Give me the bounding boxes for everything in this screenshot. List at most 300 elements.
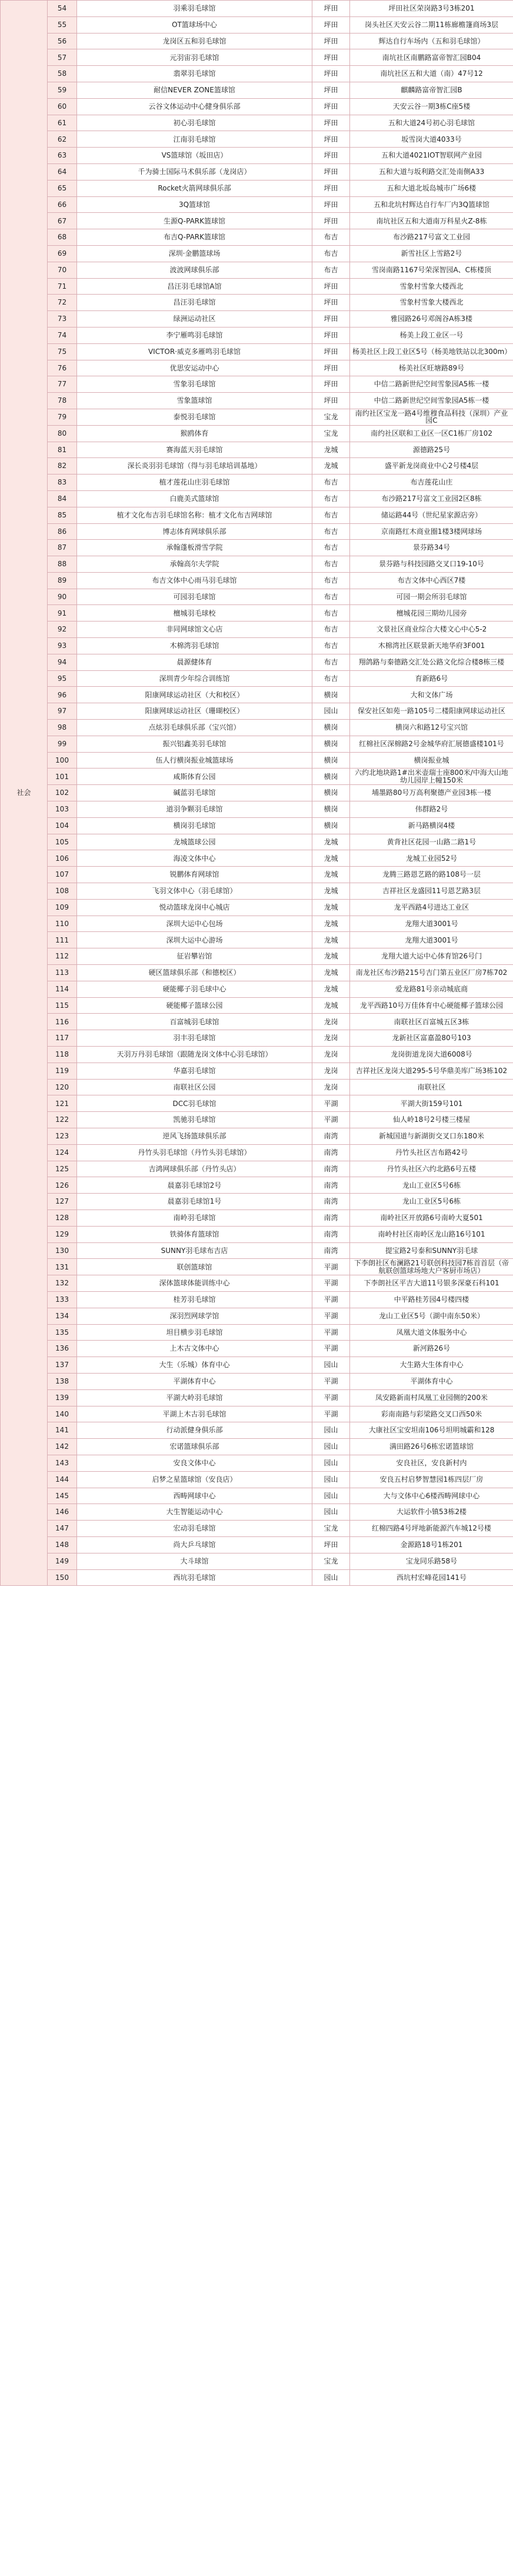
venue-name: 悦动篮球龙岗中心城店 [77,899,312,916]
table-row [1,1210,513,1226]
venue-address: 新城国道与新湖街交叉口东180米 [350,1128,513,1144]
venue-address: 南岭村社区南岭区龙山路16号101 [350,1226,513,1242]
venue-name: 云谷文体运动中心健身俱乐部 [77,98,312,115]
venue-area: 园山 [312,1471,350,1488]
venue-area: 龙城 [312,883,350,900]
venue-address: 景芬路与科技园路交叉口19-10号 [350,556,513,573]
venue-address: 杨美社区上段工业区5号（杨美地铁站以北300m） [350,343,513,360]
table-row [1,229,513,246]
venue-name: 安良文体中心 [77,1455,312,1471]
venue-name: 深长炎羽羽毛球馆（得与羽毛球培训基地） [77,458,312,475]
row-number: 55 [48,16,77,33]
venue-area: 平湖 [312,1389,350,1406]
venue-name: 锐鹏体育网球馆 [77,867,312,883]
table-row [1,1291,513,1308]
table-row [1,1194,513,1210]
venue-name: 可园羽毛球馆 [77,589,312,605]
venue-address: 保安社区如苑一路105号二楼阳康网球运动社区 [350,703,513,720]
venue-address: 龙翔大道3001号 [350,916,513,932]
venue-address: 凤安路新南村凤凰工业园侧的200米 [350,1389,513,1406]
table-row [1,360,513,376]
venue-address: 大和文体广场 [350,687,513,703]
table-row [1,180,513,196]
venue-area: 平湖 [312,1341,350,1357]
venue-area: 横岗 [312,769,350,785]
venue-address: 仙人岭18号2号楼三楼屋 [350,1112,513,1128]
venue-address: 新马路横岗4楼 [350,817,513,834]
venue-area: 园山 [312,1357,350,1374]
table-row [1,1406,513,1422]
venue-address: 五和大道与坂利路交汇处南侧A33 [350,163,513,180]
table-row [1,1553,513,1569]
table-row [1,98,513,115]
venue-area: 宝龙 [312,1521,350,1537]
row-number: 86 [48,523,77,540]
venue-address: 杨美上段工业区一号 [350,327,513,343]
table-row [1,490,513,507]
venue-address: 布沙路217号富文工业园 [350,229,513,246]
row-number: 91 [48,605,77,622]
venue-area: 园山 [312,1504,350,1521]
table-row [1,1373,513,1389]
venue-name: 羽丰羽毛球馆 [77,1030,312,1047]
table-row [1,1488,513,1504]
venue-area: 园山 [312,1422,350,1439]
venue-area: 龙城 [312,442,350,458]
table-row [1,1504,513,1521]
venue-address: 麒麟路富帝智汇园B [350,82,513,98]
row-number: 138 [48,1373,77,1389]
venue-name: 百富城羽毛球馆 [77,1014,312,1030]
venue-area: 布吉 [312,654,350,670]
table-row [1,1242,513,1259]
row-number: 92 [48,622,77,638]
row-number: 135 [48,1324,77,1341]
venue-area: 龙岗 [312,1047,350,1063]
venue-area: 坪田 [312,343,350,360]
row-number: 127 [48,1194,77,1210]
venue-address: 吉祥社区龙岗大道295-5号华鼎美库广场3栋102 [350,1063,513,1079]
venue-area: 布吉 [312,523,350,540]
venue-address: 横岗振业城 [350,752,513,769]
table-row [1,899,513,916]
venue-address: 布沙路217号富文工业园2区8栋 [350,490,513,507]
venue-area: 布吉 [312,638,350,654]
venue-name: 吉鸿网球俱乐部（丹竹头店） [77,1161,312,1177]
row-number: 71 [48,278,77,295]
row-number: 77 [48,376,77,393]
venue-address: 吉祥社区龙盛园11号恩艺路3层 [350,883,513,900]
row-number: 67 [48,213,77,229]
venue-name: 咸斯体育公园 [77,769,312,785]
venue-name: 天羽万丹羽毛球馆（跟随龙岗文体中心羽毛球馆） [77,1047,312,1063]
venue-area: 龙城 [312,932,350,948]
venue-area: 布吉 [312,490,350,507]
row-number: 85 [48,507,77,523]
table-row [1,262,513,278]
row-number: 114 [48,981,77,997]
row-number: 117 [48,1030,77,1047]
table-row [1,1144,513,1161]
venue-name: 宏动羽毛球馆 [77,1521,312,1537]
table-row [1,670,513,687]
venue-name: DCC羽毛球馆 [77,1095,312,1112]
table-row [1,425,513,442]
venue-area: 龙城 [312,867,350,883]
table-row [1,1521,513,1537]
venue-address: 南龙社区布沙路215号吉门第五业区厂房7栋702 [350,965,513,981]
table-row [1,442,513,458]
venue-name: VICTOR·威克多雁鸣羽毛球馆 [77,343,312,360]
venue-area: 平湖 [312,1112,350,1128]
venue-address: 南坑社区五和大道（南）47号12 [350,66,513,82]
venue-area: 平湖 [312,1406,350,1422]
row-number: 73 [48,311,77,328]
table-row [1,736,513,752]
row-number: 112 [48,948,77,965]
venue-name: 深体篮球体能训练中心 [77,1275,312,1292]
venue-name: VS篮球馆（坂田店） [77,148,312,164]
venue-address: 龙山工业区5号（湖中南东50米） [350,1308,513,1324]
venue-address: 中信二路新世纪空间雪象园A5栋一楼 [350,393,513,409]
row-number: 95 [48,670,77,687]
venue-address: 杨美社区旺塘路89号 [350,360,513,376]
venue-area: 布吉 [312,605,350,622]
venue-name: 檀城羽毛球校 [77,605,312,622]
row-number: 143 [48,1455,77,1471]
venue-address: 南岭社区开放路6号南岭大夏501 [350,1210,513,1226]
venue-area: 园山 [312,1569,350,1586]
venue-name: 南岭羽毛球馆 [77,1210,312,1226]
table-row [1,115,513,131]
venue-name: 耐信NEVER ZONE篮球馆 [77,82,312,98]
venue-area: 布吉 [312,475,350,491]
venue-address: 檀城花园三期幼儿园旁 [350,605,513,622]
venue-name: 千为骑士国际马术俱乐部（龙岗店） [77,163,312,180]
table-row [1,393,513,409]
venue-area: 横岗 [312,736,350,752]
row-number: 110 [48,916,77,932]
venue-area: 平湖 [312,1324,350,1341]
venue-address: 雪象村雪象大楼西北 [350,278,513,295]
row-number: 137 [48,1357,77,1374]
venue-name: SUNNY羽毛球布吉店 [77,1242,312,1259]
venue-name: 植才莲花山庄羽毛球馆 [77,475,312,491]
table-row [1,1536,513,1553]
venue-address: 黄背社区花园一山路二路1号 [350,834,513,850]
venue-address: 大运软件小镇53栋2楼 [350,1504,513,1521]
row-number: 131 [48,1259,77,1275]
venue-name: 翡翠羽毛球馆 [77,66,312,82]
venue-area: 南湾 [312,1226,350,1242]
row-number: 118 [48,1047,77,1063]
venue-name: 振兴铝鑫美羽毛球馆 [77,736,312,752]
table-row [1,1226,513,1242]
venue-name: 征岩攀岩馆 [77,948,312,965]
table-row [1,1030,513,1047]
venue-address: 雪岗南路1167号荣深智园A、C栋楼顶 [350,262,513,278]
venue-address: 龙平西路10号万佳体育中心硬能椰子篮球公园 [350,997,513,1014]
row-number: 63 [48,148,77,164]
row-number: 133 [48,1291,77,1308]
venue-area: 南湾 [312,1242,350,1259]
venue-address: 伟群路2号 [350,801,513,818]
venue-name: 平湖上木古羽毛球馆 [77,1406,312,1422]
venue-name: 西坑羽毛球馆 [77,1569,312,1586]
venue-area: 坪田 [312,1,350,17]
table-row [1,148,513,164]
table-row [1,654,513,670]
venue-address: 五和大道北坂岛城市广场6楼 [350,180,513,196]
venue-area: 横岗 [312,687,350,703]
venue-area: 布吉 [312,540,350,556]
venue-area: 横岗 [312,817,350,834]
row-number: 64 [48,163,77,180]
venue-area: 龙城 [312,948,350,965]
venue-address: 彩南南路与彩梁路交叉口西50米 [350,1406,513,1422]
venue-name: 深圳大运中心包场 [77,916,312,932]
venue-address: 六约北地块路1#出米壶瑞士座800米/中海大山地幼儿园岸上幢150米 [350,769,513,785]
venue-area: 坪田 [312,196,350,213]
venue-address: 凤凰大道文体服务中心 [350,1324,513,1341]
row-number: 88 [48,556,77,573]
venue-name: 波波网球俱乐部 [77,262,312,278]
table-row [1,82,513,98]
table-row [1,1324,513,1341]
row-number: 108 [48,883,77,900]
row-number: 149 [48,1553,77,1569]
table-row [1,997,513,1014]
venue-area: 南湾 [312,1128,350,1144]
venue-area: 南湾 [312,1177,350,1194]
row-number: 79 [48,409,77,425]
venue-name: 泰悦羽毛球馆 [77,409,312,425]
venue-address: 龙岗街道龙岗大道6008号 [350,1047,513,1063]
venue-address: 南约社区宝龙一路4号维穆食品科技（深圳）产业园C [350,409,513,425]
table-row [1,834,513,850]
venue-area: 横岗 [312,720,350,736]
venue-area: 平湖 [312,1291,350,1308]
table-row [1,376,513,393]
venue-area: 坪田 [312,82,350,98]
venue-area: 龙岗 [312,1030,350,1047]
row-number: 134 [48,1308,77,1324]
row-number: 120 [48,1079,77,1095]
row-number: 83 [48,475,77,491]
row-number: 57 [48,49,77,66]
row-number: 122 [48,1112,77,1128]
venue-name: 道羽争颗羽毛球馆 [77,801,312,818]
row-number: 99 [48,736,77,752]
row-number: 97 [48,703,77,720]
venue-area: 坪田 [312,115,350,131]
venue-address: 安良社区，安良新村内 [350,1455,513,1471]
venue-address: 龙腾三路恩艺路的路108号一层 [350,867,513,883]
table-row [1,507,513,523]
venue-area: 布吉 [312,245,350,262]
row-number: 81 [48,442,77,458]
venue-area: 横岗 [312,785,350,801]
venue-name: 晨源健体育 [77,654,312,670]
category-label: 社会 [16,788,31,797]
venue-address: 五和大道4021IOT智联网产业园 [350,148,513,164]
venue-area: 横岗 [312,752,350,769]
table-row [1,163,513,180]
venue-name: 点炫羽毛球俱乐部（宝兴馆） [77,720,312,736]
venue-address: 新雪社区上雪路2号 [350,245,513,262]
table-row [1,769,513,785]
venue-name: 铁骑体育篮球馆 [77,1226,312,1242]
venue-area: 坪田 [312,148,350,164]
row-number: 126 [48,1177,77,1194]
table-row [1,16,513,33]
row-number: 82 [48,458,77,475]
table-row [1,752,513,769]
venue-name: 坦目横步羽毛球馆 [77,1324,312,1341]
table-row [1,295,513,311]
venue-address: 下李朗社区平吉大道11号银多深豪石科101 [350,1275,513,1292]
venue-address: 盛平新龙岗商业中心2号楼4层 [350,458,513,475]
table-row [1,1455,513,1471]
venue-name: 硬能椰子羽毛球中心 [77,981,312,997]
table-row [1,1014,513,1030]
table-row [1,572,513,589]
table-row [1,475,513,491]
venue-name: 丹竹头羽毛球馆（丹竹头羽毛球馆） [77,1144,312,1161]
venue-area: 布吉 [312,572,350,589]
venue-area: 龙城 [312,834,350,850]
venue-area: 坪田 [312,376,350,393]
venue-name: 行动派健身俱乐部 [77,1422,312,1439]
venue-name: 初心羽毛球馆 [77,115,312,131]
row-number: 89 [48,572,77,589]
venue-address: 五和北坑村辉达自行车厂内3Q篮球馆 [350,196,513,213]
row-number: 78 [48,393,77,409]
venue-area: 龙城 [312,981,350,997]
venue-address: 大康社区宝安坦南106号坦明城霸和128 [350,1422,513,1439]
venue-table-body [1,1,513,1586]
venue-address: 雪象村雪象大楼西北 [350,295,513,311]
venue-area: 龙城 [312,916,350,932]
table-row [1,213,513,229]
table-row [1,965,513,981]
venue-address: 龙新社区富嘉盈80号103 [350,1030,513,1047]
venue-area: 平湖 [312,1259,350,1275]
venue-address: 景芬路34号 [350,540,513,556]
venue-name: 昌汪羽毛球馆 [77,295,312,311]
row-number: 60 [48,98,77,115]
venue-address: 中平路桂芳园4号楼四楼 [350,1291,513,1308]
venue-area: 布吉 [312,262,350,278]
row-number: 58 [48,66,77,82]
venue-address: 西坑村宏峰花园141号 [350,1569,513,1586]
venue-area: 园山 [312,1455,350,1471]
venue-name: 飞羽文体中心（羽毛球馆） [77,883,312,900]
table-row [1,556,513,573]
table-row [1,867,513,883]
table-row [1,1259,513,1275]
venue-area: 龙城 [312,458,350,475]
venue-area: 坪田 [312,163,350,180]
venue-area: 坪田 [312,311,350,328]
row-number: 147 [48,1521,77,1537]
table-row [1,1357,513,1374]
venue-name: 承翰高尔夫学院 [77,556,312,573]
row-number: 150 [48,1569,77,1586]
venue-area: 坪田 [312,33,350,49]
row-number: 76 [48,360,77,376]
table-row [1,1308,513,1324]
venue-address: 龙翔大道大运中心体育馆26号门 [350,948,513,965]
row-number: 123 [48,1128,77,1144]
venue-name: 大生智能运动中心 [77,1504,312,1521]
row-number: 116 [48,1014,77,1030]
table-row [1,605,513,622]
table-row [1,278,513,295]
table-row [1,1341,513,1357]
row-number: 75 [48,343,77,360]
venue-address: 布吉文体中心西区7楼 [350,572,513,589]
venue-name: 大生（乐城）体育中心 [77,1357,312,1374]
venue-name: 龙城篮球公园 [77,834,312,850]
venue-name: 西畴网球中心 [77,1488,312,1504]
table-row [1,850,513,867]
venue-name: 尚大乒乓球馆 [77,1536,312,1553]
row-number: 107 [48,867,77,883]
venue-name: 深圳·金鹏篮球场 [77,245,312,262]
table-row [1,1,513,17]
table-row [1,49,513,66]
venue-area: 平湖 [312,1095,350,1112]
row-number: 104 [48,817,77,834]
table-row [1,245,513,262]
venue-name: 3Q篮球馆 [77,196,312,213]
venue-area: 坪田 [312,360,350,376]
venue-name: 硬能椰子篮球公园 [77,997,312,1014]
venue-area: 布吉 [312,556,350,573]
venue-area: 宝龙 [312,409,350,425]
row-number: 56 [48,33,77,49]
venue-area: 平湖 [312,1308,350,1324]
row-number: 61 [48,115,77,131]
table-row [1,1177,513,1194]
venue-address: 雅园路26号邓阁谷A栋3楼 [350,311,513,328]
venue-name: 上木古文体中心 [77,1341,312,1357]
venue-area: 南湾 [312,1161,350,1177]
venue-area: 坪田 [312,327,350,343]
venue-name: 优思安运动中心 [77,360,312,376]
table-row [1,311,513,328]
row-number: 124 [48,1144,77,1161]
venue-name: 承翰蓬板滑雪学院 [77,540,312,556]
venue-address: 可园一期会所羽毛球馆 [350,589,513,605]
venue-name: 布吉文体中心雨马羽毛球馆 [77,572,312,589]
venue-address: 辉达自行车场内（五和羽毛球馆） [350,33,513,49]
venue-address: 坪田社区荣岗路3号3栋201 [350,1,513,17]
row-number: 148 [48,1536,77,1553]
row-number: 94 [48,654,77,670]
table-row [1,687,513,703]
venue-area: 园山 [312,1488,350,1504]
venue-name: 雪象篮球馆 [77,393,312,409]
table-row [1,1112,513,1128]
venue-address: 五和大道24号初心羽毛球馆 [350,115,513,131]
venue-area: 坪田 [312,131,350,148]
venue-area: 坪田 [312,98,350,115]
venue-address: 新河路26号 [350,1341,513,1357]
venue-area: 南湾 [312,1210,350,1226]
venue-name: 平湖大岭羽毛球馆 [77,1389,312,1406]
